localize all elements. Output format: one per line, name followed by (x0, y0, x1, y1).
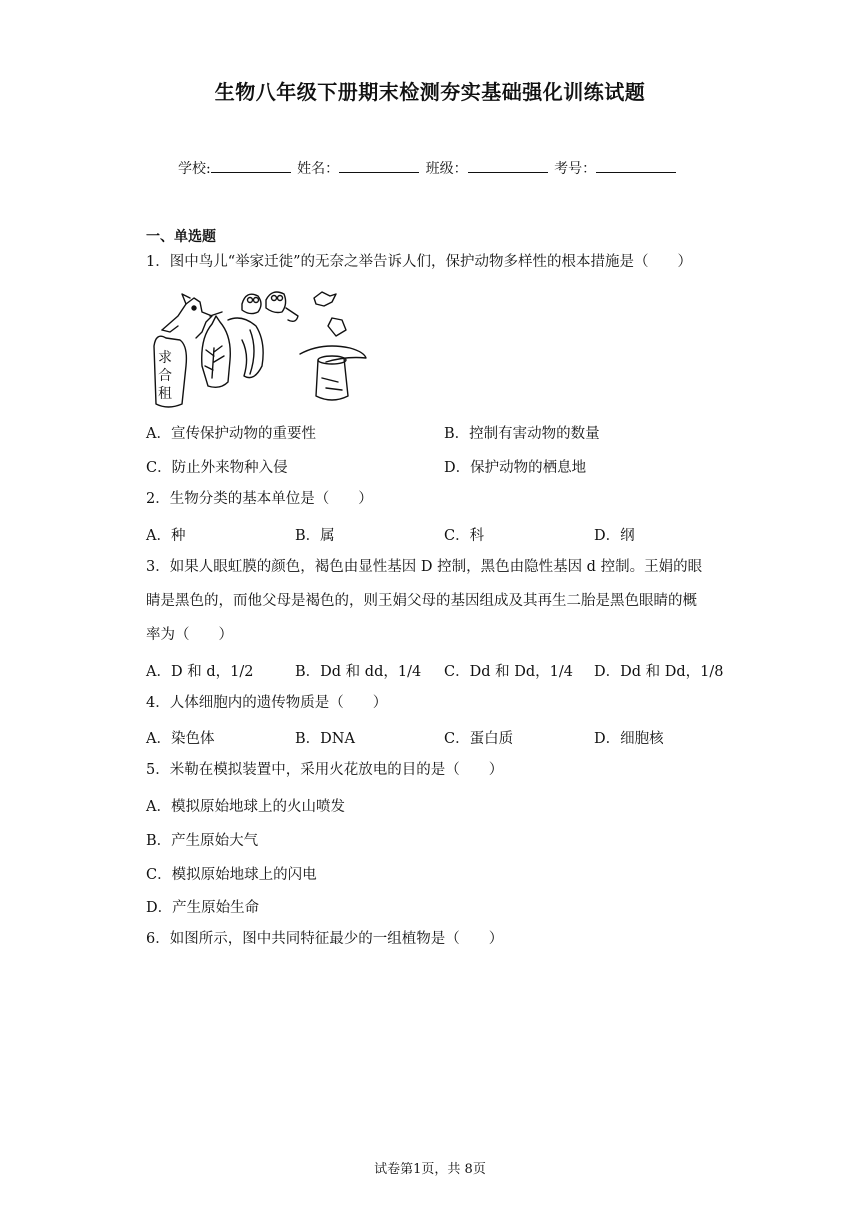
q5-option-d[interactable]: D．产生原始生命 (146, 900, 260, 916)
name-blank[interactable] (339, 158, 419, 173)
q4-option-a[interactable]: A．染色体 (146, 731, 215, 747)
class-blank[interactable] (468, 158, 548, 173)
q2-option-c[interactable]: C．科 (444, 528, 485, 544)
question-5-stem: 5．米勒在模拟装置中，采用火花放电的目的是（ ） (146, 762, 504, 778)
question-3-stem-line-3: 率为（ ） (146, 627, 233, 643)
school-label: 学校: (178, 161, 211, 177)
q4-option-c[interactable]: C．蛋白质 (444, 731, 514, 747)
q3-option-d[interactable]: D．Dd 和 Dd，1/8 (594, 664, 724, 680)
question-3-stem-line-1: 3．如果人眼虹膜的颜色，褐色由显性基因 D 控制，黑色由隐性基因 d 控制。王娟的眼 (146, 559, 703, 575)
q1-option-d[interactable]: D．保护动物的栖息地 (444, 460, 587, 476)
q2-option-b[interactable]: B．属 (295, 528, 335, 544)
bottle-label-char-3: 租 (158, 386, 172, 402)
q1-option-a[interactable]: A．宣传保护动物的重要性 (146, 426, 316, 442)
q5-option-b[interactable]: B．产生原始大气 (146, 833, 259, 849)
q3-option-b[interactable]: B．Dd 和 dd，1/4 (295, 664, 422, 680)
q5-option-a[interactable]: A．模拟原始地球上的火山喷发 (146, 799, 345, 815)
page-footer: 试卷第1页，共 8页 (374, 1162, 486, 1177)
bird-migration-illustration (146, 286, 378, 410)
q4-option-b[interactable]: B．DNA (295, 731, 355, 747)
question-3-stem-line-2: 睛是黑色的，而他父母是褐色的，则王娟父母的基因组成及其再生二胎是黑色眼睛的概 (146, 593, 697, 609)
school-blank[interactable] (211, 158, 291, 173)
name-label: 姓名： (297, 161, 340, 177)
bottle-label-char-2: 合 (158, 368, 172, 384)
question-2-stem: 2．生物分类的基本单位是（ ） (146, 491, 373, 507)
q5-option-c[interactable]: C．模拟原始地球上的闪电 (146, 867, 317, 883)
q3-option-c[interactable]: C．Dd 和 Dd，1/4 (444, 664, 573, 680)
student-info-row (178, 158, 678, 178)
q1-option-c[interactable]: C．防止外来物种入侵 (146, 460, 288, 476)
q2-option-a[interactable]: A．种 (146, 528, 186, 544)
exam-no-label: 考号： (554, 161, 597, 177)
exam-no-blank[interactable] (596, 158, 676, 173)
section-title: 一、单选题 (146, 229, 216, 245)
bottle-label-char-1: 求 (158, 350, 172, 366)
question-1-stem: 1．图中鸟儿“举家迁徙”的无奈之举告诉人们，保护动物多样性的根本措施是（ ） (146, 254, 693, 270)
question-4-stem: 4．人体细胞内的遗传物质是（ ） (146, 695, 388, 711)
q1-option-b[interactable]: B．控制有害动物的数量 (444, 426, 600, 442)
class-label: 班级： (425, 161, 468, 177)
q2-option-d[interactable]: D．纲 (594, 528, 635, 544)
q4-option-d[interactable]: D．细胞核 (594, 731, 664, 747)
q3-option-a[interactable]: A．D 和 d，1/2 (146, 664, 254, 680)
page-title: 生物八年级下册期末检测夯实基础强化训练试题 (214, 80, 646, 104)
question-6-stem: 6．如图所示，图中共同特征最少的一组植物是（ ） (146, 931, 504, 947)
